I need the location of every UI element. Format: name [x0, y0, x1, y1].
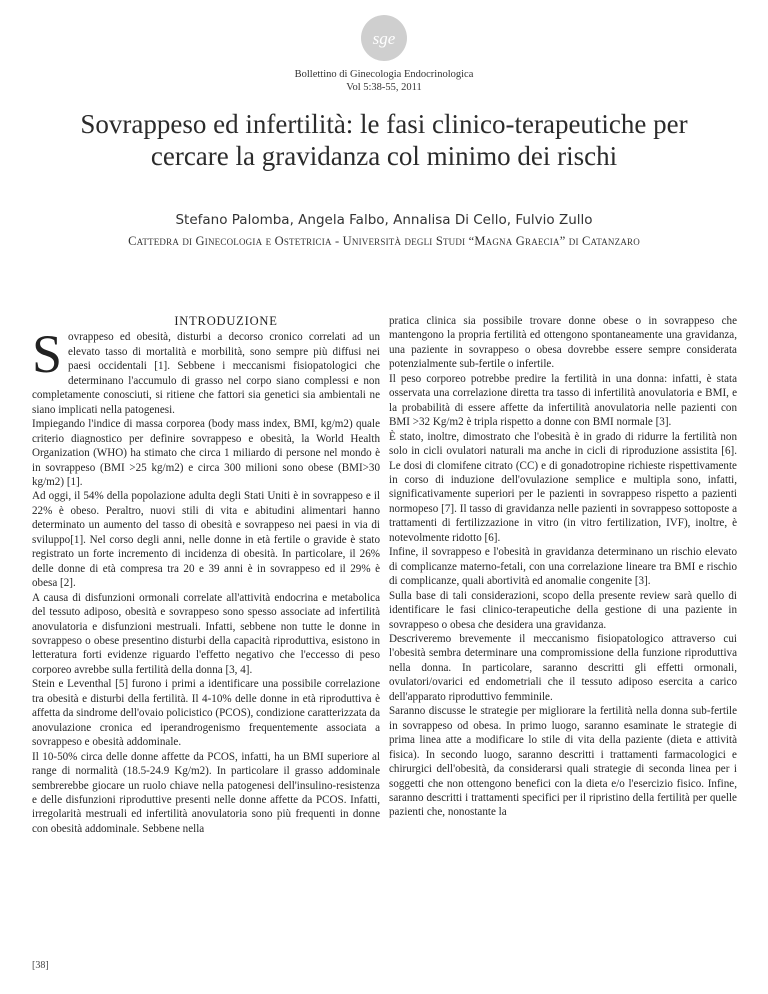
sge-logo-icon: [360, 14, 408, 62]
paragraph: Descriveremo brevemente il meccanismo fisiopatologico attraverso cui l'obesità sembra determinare una compromissione della funzione riproduttiva nella donna. In particolare, saranno descritti gli effetti ormonali, ovulatori/ovarici ed endometriali che il tessuto adiposo esercita a carico dell'apparato riproduttivo femminile.: [389, 632, 737, 703]
section-heading: INTRODUZIONE: [174, 314, 278, 328]
paragraph: Infine, il sovrappeso e l'obesità in gravidanza determinano un rischio elevato di complicanze materno-fetali, con una correlazione lineare tra BMI e rischio di complicanze, quali abortività ed anomalie congenite [3].: [389, 546, 737, 588]
dropcap: S: [32, 324, 63, 385]
left-column: [32, 314, 380, 836]
article-title: Sovrappeso ed infertilità: le fasi clinico-terapeutiche per cercare la gravidanza col minimo dei rischi: [80, 109, 688, 171]
logo-text: sge: [372, 29, 396, 48]
paragraph: È stato, inoltre, dimostrato che l'obesità è in grado di ridurre la fertilità non solo in cicli ovulatori naturali ma anche in cicli di riproduzione assistita [6]. Le dosi di clomifene citrato (CC) e di gonadotropine richieste rispettivamente in corso di induzione dell'ovulazione semplice e multipla sono, infatti, significativamente superiori per le pazienti in sovrappeso rispetto a pazienti normopeso [7]. Il tasso di gravidanza nelle pazienti in sovrappeso sottoposte a trattamenti di fertilizzazione in vitro (in vitro fertilization, IVF), inoltre, è notevolmente ridotto [6].: [389, 430, 737, 544]
paragraph: Il 10-50% circa delle donne affette da PCOS, infatti, ha un BMI superiore al range di normalità (18.5-24.9 Kg/m2). In particolare il grasso addominale sembrerebbe giocare un ruolo chiave nella patogenesi dell'insulino-resistenza e delle disfunzioni riproduttive presenti nelle donne affette da PCOS. Infatti, irregolarità mestruali ed infertilità anovulatoria sono più frequenti in donne con obesità addominale. Sebbene nella: [32, 750, 380, 835]
journal-volume: Vol 5:38-55, 2011: [346, 82, 422, 93]
paragraph: Sulla base di tali considerazioni, scopo della presente review sarà quello di identificare le fasi clinico-terapeutiche della gestione di una paziente in sovrappeso o obesa che desidera una gravidanza.: [389, 589, 737, 631]
paragraph: Impiegando l'indice di massa corporea (body mass index, BMI, kg/m2) quale criterio diagnostico per definire sovrappeso e obesità, la World Health Organization (WHO) ha stimato che circa 1 miliardo di persone nel mondo è in sovrappeso (BMI >25 kg/m2) e circa 300 milioni sono obese (BMI>30 kg/m2) [1].: [32, 418, 380, 488]
paragraph: Ad oggi, il 54% della popolazione adulta degli Stati Uniti è in sovrappeso e il 22% è obeso. Peraltro, nuovi stili di vita e abitudini alimentari hanno determinato un aumento del tasso di obesità e sovrappeso nei paesi in via di sviluppo[1]. Nel corso degli anni, nelle donne in età fertile o gravide è stato registrato un forte incremento di incidenza di obesità. In particolare, il 26% delle donne di età compresa tra 20 e 39 anni è in sovrappeso ed il 29% è obesa [2].: [32, 490, 380, 590]
paragraph: Stein e Leventhal [5] furono i primi a identificare una possibile correlazione tra obesità e disturbi della fertilità. Il 4-10% delle donne in età riproduttiva è affetta da sindrome dell'ovaio policistico (PCOS), condizione caratterizzata da anovulazione cronica ed iperandrogenismo frequentemente associata a sovrappeso e obesità addominale.: [32, 678, 380, 749]
paragraph: Il peso corporeo potrebbe predire la fertilità in una donna: infatti, è stata osservata una correlazione diretta tra tasso di infertilità anovulatoria e BMI, e la probabilità di essere affette da infertilità anovulatoria nelle pazienti con BMI >32 Kg/m2 è tripla rispetto a donne con BMI normale [3].: [389, 372, 737, 429]
paragraph: Saranno discusse le strategie per migliorare la fertilità nella donna sub-fertile in sovrappeso od obesa. In primo luogo, saranno esaminate le strategie di prima linea atte a modificare lo stile di vita della paziente (dieta e attività fisica). In secondo luogo, saranno descritti i trattamenti farmacologici e chirurgici dell'obesità, da considerarsi quali strategie di seconda linea per i soggetti che non ottengono benefici con la dieta e/o l'esercizio fisico. Infine, saranno descritti i trattamenti specifici per il ripristino della fertilità per quelle pazienti che, nonostante la: [389, 705, 737, 819]
paragraph: ovrappeso ed obesità, disturbi a decorso cronico correlati ad un elevato tasso di mortalità e morbilità, sono sempre più diffusi nei paesi occidentali [1]. Sebbene i meccanismi fisiopatologici che determinano l'accumulo di grasso nel corpo siano complessi e non completamente conosciuti, si ritiene che fattori sia genetici sia ambientali ne siano implicati nella patogenesi.: [32, 331, 380, 416]
paragraph: A causa di disfunzioni ormonali correlate all'attività endocrina e metabolica del tessuto adiposo, obesità e sovrappeso sono spesso associate ad infertilità anovulatoria e disfunzioni mestruali. Infatti, sebbene non tutte le donne in sovrappeso o obese presentino disturbi della capacità riproduttiva, esistono in letteratura forti evidenze riguardo l'effetto negativo che l'eccesso di peso corporeo avrebbe sulla fertilità della donna [3, 4].: [32, 591, 380, 676]
journal-name: Bollettino di Ginecologia Endocrinologica: [294, 69, 474, 80]
page-number: [38]: [32, 960, 49, 971]
right-column: [389, 314, 737, 820]
paragraph: pratica clinica sia possibile trovare donne obese o in sovrappeso che mantengono la propria fertilità ed ottengono spontaneamente una gravidanza, una paziente in sovrappeso o obesa dovrebbe essere sempre considerata potenzialmente sub-fertile o infertile.: [389, 315, 737, 371]
authors: Stefano Palomba, Angela Falbo, Annalisa Di Cello, Fulvio Zullo: [175, 212, 593, 228]
affiliation: Cattedra di Ginecologia e Ostetricia - Università degli Studi “Magna Graecia” di Catanzaro: [128, 234, 640, 248]
